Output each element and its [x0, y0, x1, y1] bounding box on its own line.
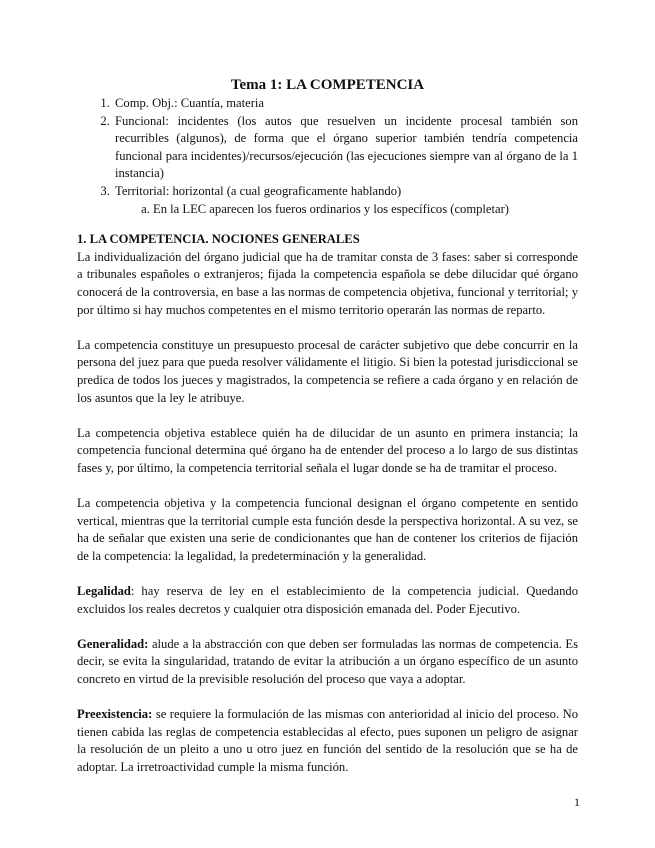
principle-text: alude a la abstracción con que deben ser formuladas las normas de competencia. Es decir, se evita la singularidad, tratando de evitar la atribución a un órgano específico de un asunto concreto en virtud de la previsible resolución del proceso que vaya a adoptar. — [77, 636, 578, 686]
paragraph: La competencia constituye un presupuesto procesal de carácter subjetivo que debe concurrir en la persona del juez para que pueda resolver válidamente el litigio. Si bien la potestad jurisdiccional se predica de todos los jueces y magistrados, la competencia se refiere a cada órgano y en relación de los asuntos que la ley le atribuye. — [77, 337, 578, 405]
topic-item: 1. Comp. Obj.: Cuantía, materia — [113, 95, 578, 113]
principle-preexistencia — [77, 706, 578, 776]
topic-item — [113, 183, 578, 218]
principle-legalidad — [77, 583, 578, 618]
document-title: Tema 1: LA COMPETENCIA — [230, 77, 425, 93]
topic-list — [77, 95, 578, 218]
principle-term: Generalidad: — [77, 636, 149, 651]
topic-item: 2. Funcional: incidentes (los autos que resuelven un incidente procesal también son recurribles (algunos), de forma que el órgano superior también tendría competencia funcional para incidentes)/recursos/ejecución (las ejecuciones siempre van al órgano de la 1 instancia) — [113, 113, 578, 183]
paragraph: La competencia objetiva establece quién ha de dilucidar de un asunto en primera instancia; la competencia funcional determina qué órgano ha de entender del proceso a lo largo de sus distintas fases y, por último, la competencia territorial señala el lugar donde se ha de tramitar el proceso. — [77, 425, 578, 475]
paragraph: La individualización del órgano judicial que ha de tramitar consta de 3 fases: saber si corresponde a tribunales españoles o extranjeros; fijada la competencia española se debe dilucidar qué órgano conocerá de la controversia, en base a las normas de competencia objetiva, funcional y territorial; y por último si hay muchos competentes en el mismo territorio operarán las normas de reparto. — [77, 249, 578, 317]
principle-term: Preexistencia: — [77, 707, 153, 722]
section-heading: 1. LA COMPETENCIA. NOCIONES GENERALES — [77, 232, 360, 247]
page-number: 1 — [574, 795, 580, 809]
principle-generalidad — [77, 636, 578, 689]
principle-text: : hay reserva de ley en el establecimiento de la competencia judicial. Quedando excluidos los reales decretos y cualquier otra disposición emanada del. Poder Ejecutivo. — [77, 584, 578, 616]
principle-term: Legalidad — [77, 584, 131, 599]
subtopic-list — [115, 201, 578, 219]
principle-text: se requiere la formulación de las mismas con anterioridad al inicio del proceso. No tienen cabida las reglas de competencia establecidas al efecto, pues suponen un peligro de asignar la resolución de un pleito a uno u otro juez en función del sentido de la resolución que se ha de adoptar. La irretroactividad cumple la misma función. — [77, 707, 578, 774]
topic-item-text: Territorial: horizontal (a cual geograficamente hablando) — [115, 183, 402, 198]
page-content — [77, 76, 578, 794]
subtopic-item: a. En la LEC aparecen los fueros ordinarios y los específicos (completar) — [153, 201, 578, 219]
paragraph: La competencia objetiva y la competencia funcional designan el órgano competente en sentido vertical, mientras que la territorial cumple esta función desde la perspectiva horizontal. A su vez, se ha de señalar que existen una serie de condicionantes que han de contener los criterios de fijación de la competencia: la legalidad, la predeterminación y la generalidad. — [77, 496, 578, 563]
